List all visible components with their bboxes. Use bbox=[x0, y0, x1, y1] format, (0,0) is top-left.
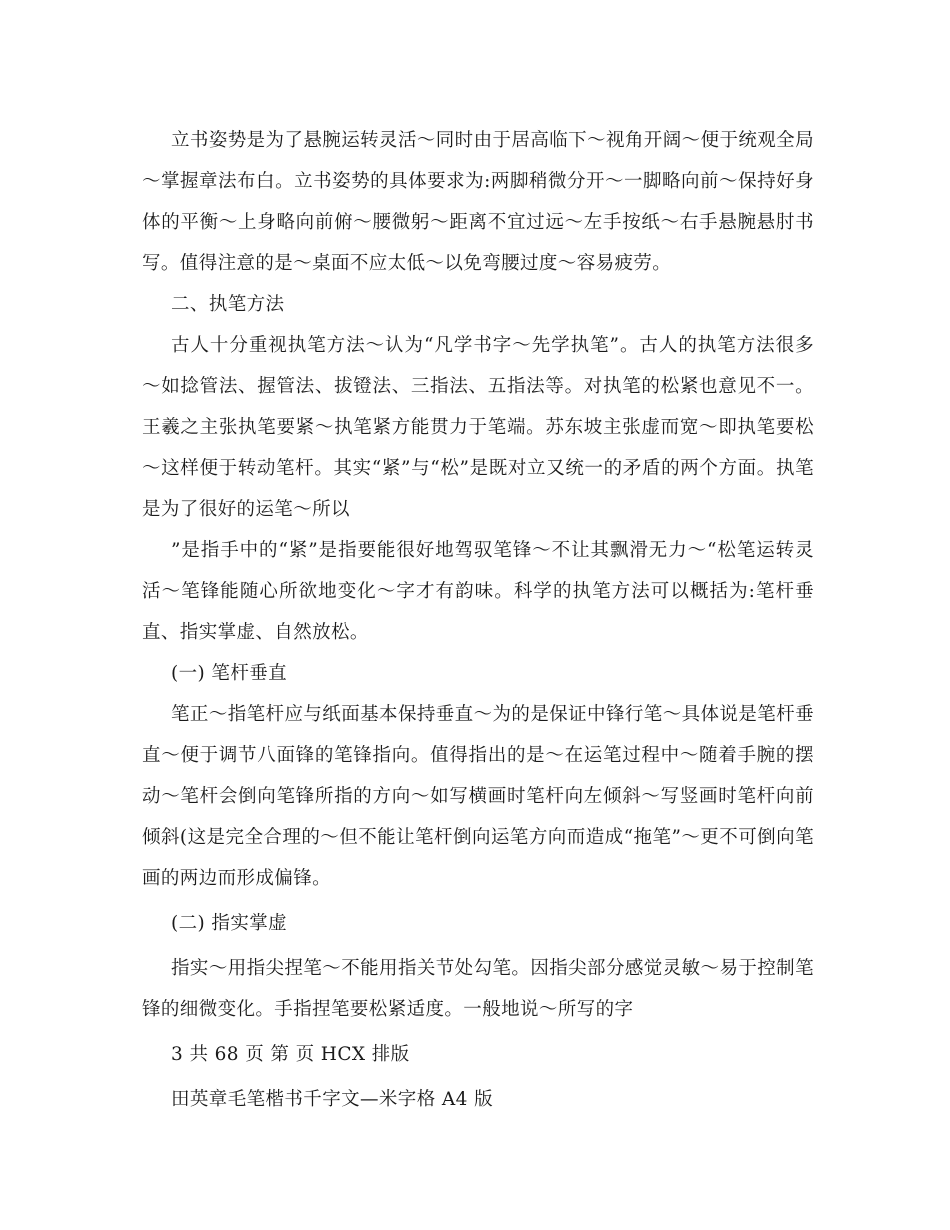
paragraph-vertical-brush: 笔正～指笔杆应与纸面基本保持垂直～为的是保证中锋行笔～具体说是笔杆垂直～便于调节八面锋的笔锋指向。值得指出的是～在运笔过程中～随着手腕的摆动～笔杆会倒向笔锋所指的方向～如写横画时笔杆向左倾斜～写竖画时笔杆向前倾斜(这是完全合理的～但不能让笔杆倒向运笔方向而造成“拖笔”～更不可倒向笔画的两边而形成偏锋。 bbox=[142, 704, 814, 889]
document-title-footer: 田英章毛笔楷书千字文—米字格 A4 版 bbox=[171, 1089, 493, 1110]
page-info: 3 共 68 页 第 页 HCX 排版 bbox=[171, 1044, 410, 1065]
subheading-fingers-palm: (二) 指实掌虚 bbox=[171, 913, 288, 934]
paragraph-fingers-palm: 指实～用指尖捏笔～不能用指关节处勾笔。因指尖部分感觉灵敏～易于控制笔锋的细微变化。手指捏笔要松紧适度。一般地说～所写的字 bbox=[142, 958, 814, 1020]
document-body bbox=[142, 120, 814, 1120]
paragraph-standing-posture: 立书姿势是为了悬腕运转灵活～同时由于居高临下～视角开阔～便于统观全局～掌握章法布白。立书姿势的具体要求为:两脚稍微分开～一脚略向前～保持好身体的平衡～上身略向前俯～腰微躬～距离不宜过远～左手按纸～右手悬腕悬肘书写。值得注意的是～桌面不应太低～以免弯腰过度～容易疲劳。 bbox=[142, 130, 814, 274]
section-heading-brush-holding: 二、执笔方法 bbox=[171, 294, 285, 315]
subheading-vertical-brush: (一) 笔杆垂直 bbox=[171, 663, 288, 684]
paragraph-tight-loose: ”是指手中的“紧”是指要能很好地驾驭笔锋～不让其飘滑无力～“松笔运转灵活～笔锋能随心所欲地变化～字才有韵味。科学的执笔方法可以概括为:笔杆垂直、指实掌虚、自然放松。 bbox=[142, 540, 814, 643]
paragraph-ancient-methods: 古人十分重视执笔方法～认为“凡学书字～先学执笔”。古人的执笔方法很多～如捻管法、握管法、拔镫法、三指法、五指法等。对执笔的松紧也意见不一。王羲之主张执笔要紧～执笔紧方能贯力于笔端。苏东坡主张虚而宽～即执笔要松～这样便于转动笔杆。其实“紧”与“松”是既对立又统一的矛盾的两个方面。执笔是为了很好的运笔～所以 bbox=[142, 335, 814, 520]
